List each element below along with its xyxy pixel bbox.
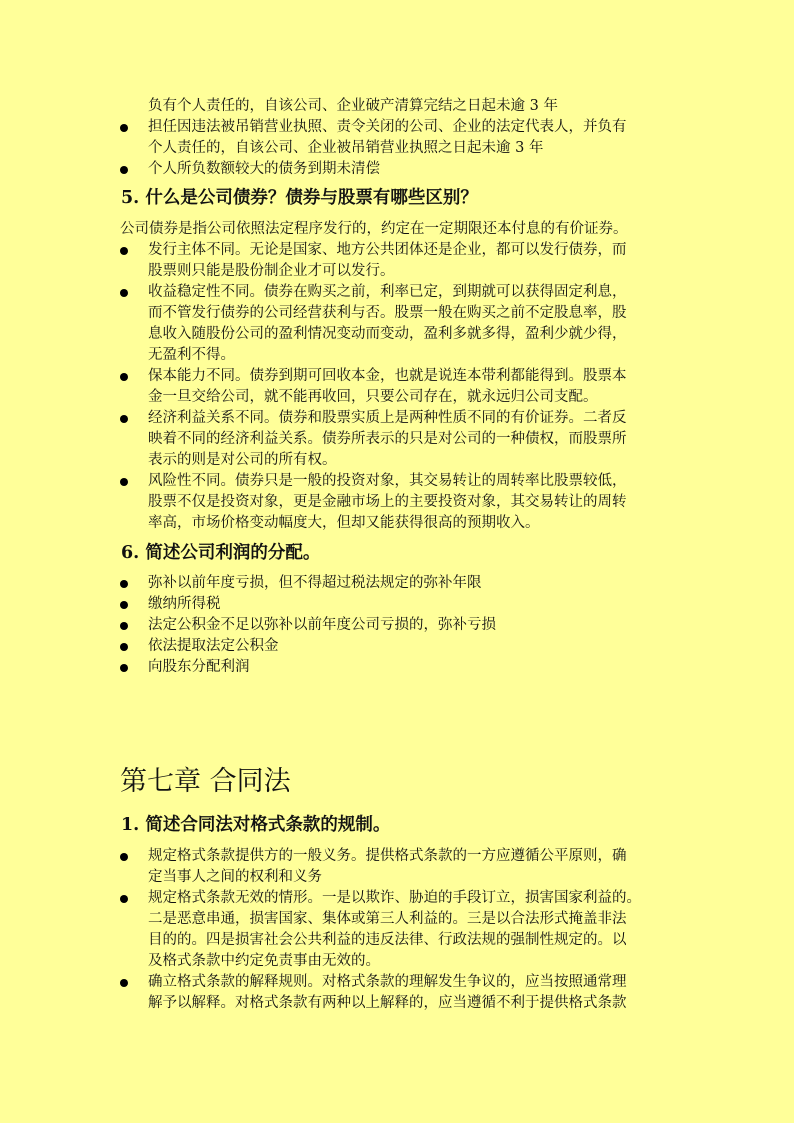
list-item-line: 二是恶意串通，损害国家、集体或第三人利益的。三是以合法形式掩盖非法: [148, 911, 627, 927]
bullet-icon: [120, 124, 128, 132]
list-item-line: 向股东分配利润: [148, 659, 250, 675]
list-item-line: 及格式条款中约定免责事由无效的。: [148, 953, 380, 969]
list-item-line: 个人所负数额较大的债务到期未清偿: [148, 161, 380, 177]
bullet-icon: [120, 580, 128, 588]
list-item-line: 收益稳定性不同。债券在购买之前，利率已定，到期就可以获得固定利息，: [148, 284, 627, 300]
bullet-icon: [120, 643, 128, 651]
list-item-line: 映着不同的经济利益关系。债券所表示的只是对公司的一种债权，而股票所: [148, 431, 627, 447]
list-item-line: 率高，市场价格变动幅度大，但却又能获得很高的预期收入。: [148, 515, 540, 531]
bullet-icon: [120, 622, 128, 630]
section-heading: 5. 什么是公司债券？债券与股票有哪些区别？: [121, 188, 478, 208]
bullet-icon: [120, 247, 128, 255]
continued-text-line: 负有个人责任的，自该公司、企业破产清算完结之日起未逾 3 年: [148, 98, 558, 114]
list-item-line: 缴纳所得税: [148, 596, 221, 612]
list-item-line: 股票不仅是投资对象，更是金融市场上的主要投资对象，其交易转让的周转: [148, 494, 627, 510]
bullet-icon: [120, 664, 128, 672]
list-item-line: 而不管发行债券的公司经营获利与否。股票一般在购买之前不定股息率，股: [148, 305, 627, 321]
list-item-line: 确立格式条款的解释规则。对格式条款的理解发生争议的，应当按照通常理: [148, 974, 627, 990]
section-heading: 1. 简述合同法对格式条款的规制。: [121, 815, 391, 835]
list-item-line: 规定格式条款无效的情形。一是以欺诈、胁迫的手段订立，损害国家利益的。: [148, 890, 641, 906]
list-item-line: 法定公积金不足以弥补以前年度公司亏损的，弥补亏损: [148, 617, 496, 633]
list-item-line: 风险性不同。债券只是一般的投资对象，其交易转让的周转率比股票较低，: [148, 473, 627, 489]
paragraph: 公司债券是指公司依照法定程序发行的，约定在一定期限还本付息的有价证券。: [120, 221, 628, 237]
list-item-line: 发行主体不同。无论是国家、地方公共团体还是企业，都可以发行债券，而: [148, 242, 627, 258]
list-item-line: 解予以解释。对格式条款有两种以上解释的，应当遵循不利于提供格式条款: [148, 995, 627, 1011]
list-item-line: 弥补以前年度亏损，但不得超过税法规定的弥补年限: [148, 575, 482, 591]
bullet-icon: [120, 895, 128, 903]
bullet-icon: [120, 601, 128, 609]
list-item-line: 经济利益关系不同。债券和股票实质上是两种性质不同的有价证券。二者反: [148, 410, 627, 426]
bullet-icon: [120, 853, 128, 861]
chapter-title: 第七章 合同法: [120, 766, 291, 797]
list-item-line: 股票则只能是股份制企业才可以发行。: [148, 263, 395, 279]
list-item-line: 表示的则是对公司的所有权。: [148, 452, 337, 468]
bullet-icon: [120, 979, 128, 987]
list-item-line: 个人责任的，自该公司、企业被吊销营业执照之日起未逾 3 年: [148, 140, 544, 156]
bullet-icon: [120, 166, 128, 174]
list-item-line: 担任因违法被吊销营业执照、责令关闭的公司、企业的法定代表人，并负有: [148, 119, 627, 135]
list-item-line: 目的的。四是损害社会公共利益的违反法律、行政法规的强制性规定的。以: [148, 932, 627, 948]
bullet-icon: [120, 289, 128, 297]
list-item-line: 保本能力不同。债券到期可回收本金，也就是说连本带利都能得到。股票本: [148, 368, 627, 384]
list-item-line: 定当事人之间的权利和义务: [148, 869, 322, 885]
bullet-icon: [120, 415, 128, 423]
list-item-line: 息收入随股份公司的盈利情况变动而变动，盈利多就多得，盈利少就少得，: [148, 326, 627, 342]
bullet-icon: [120, 478, 128, 486]
list-item-line: 规定格式条款提供方的一般义务。提供格式条款的一方应遵循公平原则，确: [148, 848, 627, 864]
list-item-line: 依法提取法定公积金: [148, 638, 279, 654]
list-item-line: 无盈利不得。: [148, 347, 235, 363]
list-item-line: 金一旦交给公司，就不能再收回，只要公司存在，就永远归公司支配。: [148, 389, 598, 405]
section-heading: 6. 简述公司利润的分配。: [121, 543, 321, 563]
bullet-icon: [120, 373, 128, 381]
